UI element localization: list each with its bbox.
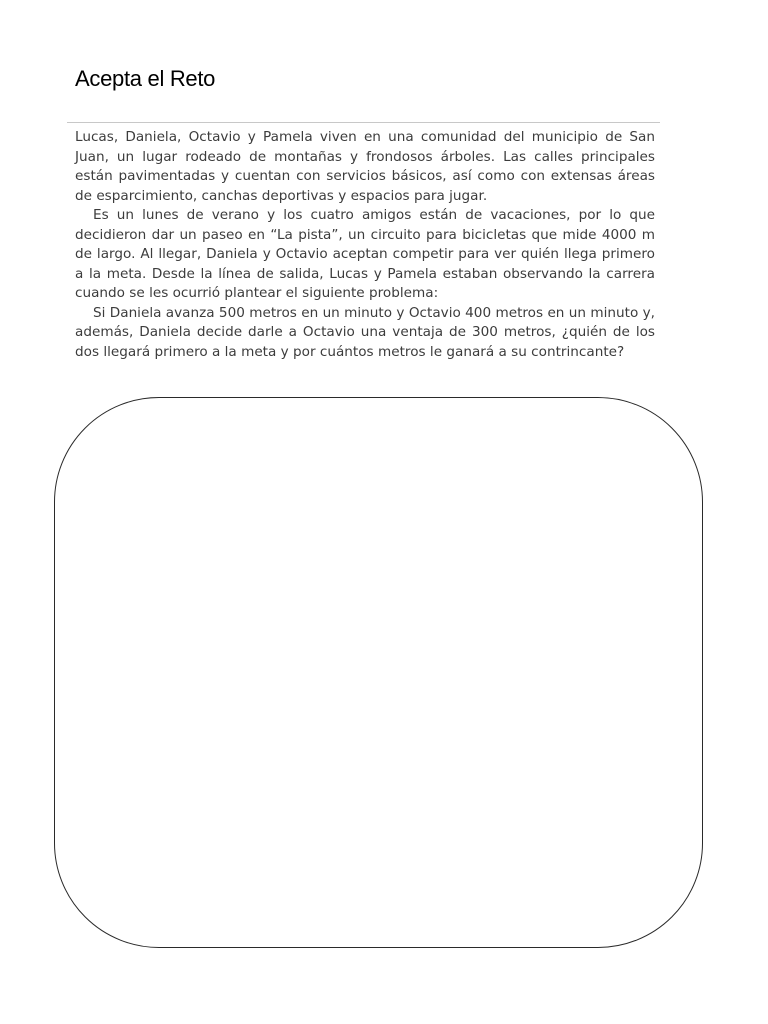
answer-box[interactable] [54, 397, 703, 948]
paragraph-intro: Lucas, Daniela, Octavio y Pamela viven en una comunidad del municipio de San Juan, un lugar rodeado de montañas y frondosos árboles. Las calles principales están pavimentadas y cuentan con servicios básicos, así como con extensas áreas de esparcimiento, canchas deportivas y espacios para jugar. [75, 129, 655, 204]
paragraph-question: Si Daniela avanza 500 metros en un minuto y Octavio 400 metros en un minuto y, además, Daniela decide darle a Octavio una ventaja de 300 metros, ¿quién de los dos llegará primero a la meta y por cuántos metros le ganará a su contrincante? [75, 304, 655, 360]
paragraph-story: Es un lunes de verano y los cuatro amigos están de vacaciones, por lo que decidieron dar un paseo en “La pista”, un circuito para bicicletas que mide 4000 m de largo. Al llegar, Daniela y Octavio aceptan competir para ver quién llega primero a la meta. Desde la línea de salida, Lucas y Pamela estaban observando la carrera cuando se les ocurrió plantear el siguiente problema: [75, 207, 655, 301]
page-title: Acepta el Reto [75, 66, 216, 91]
title-divider [67, 122, 660, 123]
problem-text [75, 128, 655, 362]
